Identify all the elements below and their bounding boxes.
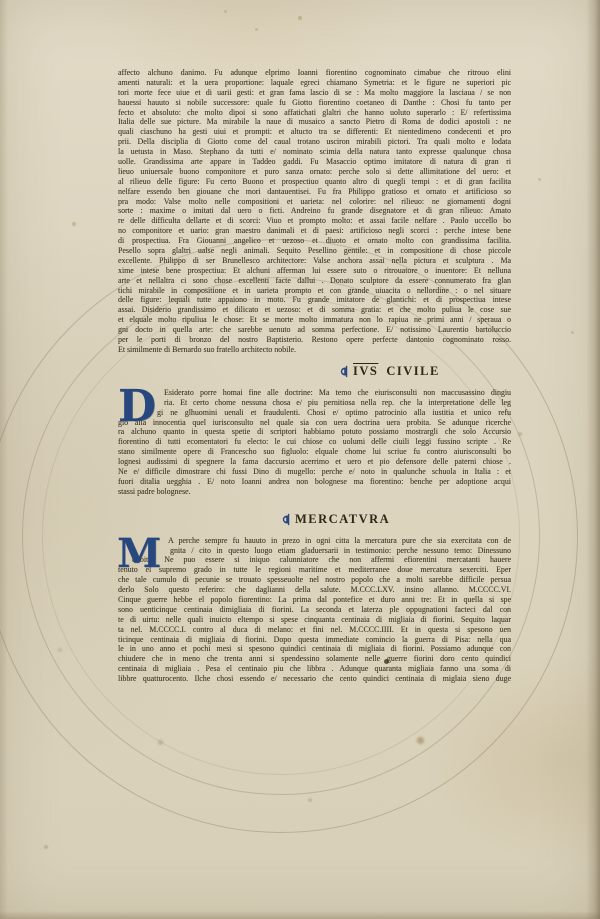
paragraph-ius-civile <box>118 380 511 497</box>
drop-cap-d: D <box>118 380 157 432</box>
text-line: centinaia di migliaia . Pesa el centinaio piu che libbra . Adunque quaranta migliaia fanno una soma di <box>118 664 511 674</box>
text-line: la uetusta in Maso. Stephano da tutti e/ nominato scimia della natura tanto expresse qualunque chosa <box>118 147 511 157</box>
section-header-mercatura <box>118 513 511 527</box>
text-line: amenti naturali: et la uera proportione: laquale egreci chiamano Symetria: et le figure ne superiori pic <box>118 77 511 87</box>
drop-cap-m: M <box>117 529 162 577</box>
text-line: di prospectiua. Fra Giouanni angelico et uezoso et diuoto et ornato molto con grandissima facilita. <box>118 236 511 246</box>
capitulum-icon <box>281 513 290 526</box>
foxing-spot <box>538 178 541 181</box>
text-line: uolle. Grandissima arte appare in Taddeo gaddi. Fu Masaccio optimo imitatore di natura di gran ri <box>118 157 511 167</box>
foxing-spot <box>571 331 574 334</box>
paragraph-lines <box>118 68 511 355</box>
text-line: xime intese bene prospectiua: Et alchuni afferman lui essere suto o ritrouatore o inuentore: Et nelluna <box>118 265 511 275</box>
capitulum-icon <box>339 365 348 378</box>
text-line: Ne e/ difficile dimostrare chi fussi Dino di mugello: perche e/ noto in qualunche schuola in Italia : et <box>118 466 511 476</box>
text-line: le in uno anno et pochi mesi si spesono quindici centinaia di migliaia di fiorini. Possiamo adunque con <box>118 644 511 654</box>
text-line: tenuto el supremo grado in tutte le regioni maritime et mediterranee doue mercatura sexerciti. Eper <box>118 565 511 575</box>
text-line: Pesello sopra glaltri ualse negli animali. Sequito Pesellino gentile: et in compositione di chose piccole <box>118 246 511 256</box>
text-line: sono uenticinque centinaia dimigliaia di fiorini. La seconda et laterza ple oppugnationi facteci dal con <box>118 604 511 614</box>
text-line: gni docto in quella arte: che sarebbe uenuto ad somma perfectione. E/ notissimo Laurentio bartoluccio <box>118 325 511 335</box>
text-line: dubito: Ne puo essere si iniquo calunniatore che non affermi efiorentini mercatanti hauere <box>132 555 511 565</box>
header-word-mercatura: MERCATVRA <box>295 512 391 527</box>
foxing-spot <box>518 432 522 436</box>
header-word-ius: $\overline{IVS}$ <box>353 364 379 379</box>
text-line: re delle difficulta dellarte et di scorci: Viuo et prompto molto: et assai facile nelfare . Paolo uccello bo <box>118 216 511 226</box>
text-line: et elquale molto ripuliua le chose: Et se morte molto immatura non lo rapiua ne primi anni / speraua o <box>118 315 511 325</box>
text-line: sorte : maxime o imitati dal uero o ficti. Andreino fu grande disegnatore et di gran rilieuo: Amato <box>118 206 511 216</box>
page-edge-shadow-bottom <box>0 911 600 919</box>
text-line: no componitore et uario: gran maestro danimali et di paesi: artificioso negli scorci : perche intese bene <box>118 226 511 236</box>
text-line: Cinque guerre hebbe el popolo fiorentino: La prima dal pontefice et duro anni tre: Et in quella si spe <box>118 594 511 604</box>
text-line: ta nel. M.CCCC.I. contro al duca di melano: et fini nel. M.CCCC.IIII. Et in questa si spesono uen <box>118 624 511 634</box>
text-line: chiudere che in meno che trenta anni si spendessino solamente nelle guerre fiorini doro cento quindici <box>118 654 511 664</box>
text-line: lognesi audissimi di spegnere la fama daccursio acerrimo et uero et pio defensore delle paterni chiose . <box>118 457 511 467</box>
foxing-spot <box>417 737 424 744</box>
text-line: ria. Et certo chome nessuna chosa e/ piu pernitiosa nella rep. che la interpretatione delle leg <box>164 397 511 407</box>
text-line: tichi mirabile in compositione et in uarieta prompto et con grande uiuacita o nellordine : o nel situare <box>118 285 511 295</box>
page-edge-shadow-left <box>0 0 8 919</box>
text-line: gnita / cito in questo luogo etiam gladuersarii in testimonio: perche nessuno temo: Dinessuno <box>170 545 511 555</box>
header-word-civile: CIVILE <box>386 364 440 379</box>
text-line: che tale cumulo di pecunie se trouato spesseuolte nel nostro popolo che a molti sarebbe difficile persua <box>118 575 511 585</box>
text-line: ra alchuno quanto in questa spetie di scriptori habbiamo potuto possiamo mostrargli che solo Accursio <box>118 427 511 437</box>
text-line: hauessi hauuto si nobile successore: quale fu Giotto fiorentino coetaneo di Danthe : Chosi fu tanto per <box>118 97 511 107</box>
text-line: per le porti di bronzo del nostro Baptisterio. Restono opere perfecte dantonio cognominato rosso. <box>118 335 511 345</box>
text-line: gi ne glhuomini uenali et fraudulenti. Chosi e/ optimo patrocinio alla iustitia et unico refu <box>157 407 511 417</box>
section-header-ius-civile <box>118 365 511 379</box>
text-line: quali ciaschuno ha gesti uiui et prompti: et altucto tra se differenti: Et nientedimeno condecenti et pro <box>118 127 511 137</box>
text-line: stassi padre bolognese. <box>118 486 191 496</box>
text-line: fiorentino di tutti ecomentatori fu electo: le cui chiose co uolumi delle ciuili leggi fussino scripte . Re <box>118 437 511 447</box>
text-line: libbre quatturocento. Ilche chosi essendo e/ necessario che cento quindici centinaia di miglaia sieno duge <box>118 674 511 684</box>
text-line: lieuo uniuersale buono componitore et puro sanza ornato: perche solo si dette allimitatione del uero: et <box>118 166 511 176</box>
text-line: Italia delle sue picture. Ma mirabile la naue di musaico a sancto Pietro di Roma de dodici apostoli : ne <box>118 117 511 127</box>
text-line: arte et nellaltra ci sono chose excellenti facte dallui . Donato sculptore da essere connumerato fra glan <box>118 275 511 285</box>
foxing-spot <box>298 16 302 20</box>
paragraph-mercatura <box>117 529 511 684</box>
text-line: fuori ditalia uegghia . E/ noto Ioanni andrea non bolognese ma fiorentino: benche per adoptione acqui <box>118 476 511 486</box>
text-line: excellente. Philippo di ser Brunellesco architectore: Valse anchora assai nella pictura et sculptura . Ma <box>118 255 511 265</box>
text-line: al rilieuo delle figure: Fu certo Buono et prospectiuo quanto altro di quegli tempi : et di gran facilita <box>118 176 511 186</box>
paragraph-lines <box>118 388 511 497</box>
text-column <box>118 68 511 684</box>
text-line: delle figure: lequali tutte appaiono in moto. Fu grande imitatore de glantichi: et di prospectiua intese <box>118 295 511 305</box>
text-line: pra modo: Valse molto nelle compositioni et uarieta: nel colorire: nel rilieuo: ne giornamenti dogni <box>118 196 511 206</box>
paragraph-painters <box>118 68 511 355</box>
text-line: affecto alchuno danimo. Fu adunque elprimo Ioanni fiorentino cognominato cimabue che ritrouo elini <box>118 68 511 77</box>
foxing-spot <box>224 10 227 13</box>
text-line: assai. Disiderio grandissimo et dilicato et uezoso: et di somma gratia: et che molto puliua le cose sue <box>118 305 511 315</box>
text-line: prii. Della disciplia di Giotto come del caual trotano usciron mirabili pictori. Tra quali molto e lodata <box>118 137 511 147</box>
foxing-spot <box>58 648 62 652</box>
foxing-spot <box>255 28 258 31</box>
paragraph-lines <box>117 529 511 684</box>
foxing-spot <box>158 740 163 745</box>
text-line: gio alla innocentia quel iurisconsulto nel quale sia con uera doctrina uera probita. Se adunque ricerche <box>118 417 511 427</box>
foxing-spot <box>72 222 76 226</box>
text-line: tori morte fece uiue et di uarii gesti: et gran fama lascio di se : Ma molto maggiore la lasciaua / se non <box>118 87 511 97</box>
text-line: fecto et absoluto: che molto dipoi si sono affatichati glaltri che hanno uoluto superarlo : E/ refertissima <box>118 107 511 117</box>
text-line: ticinque centinaia di migliaia di fiorini. Dopo questa immediate comincio la guerra di Pisa: nella qua <box>118 634 511 644</box>
page-edge-shadow-right <box>586 0 600 919</box>
foxing-spot <box>44 845 48 849</box>
text-line: nelfare essendo ben giouane che mori dantauentisei. Fu fra Philippo gratioso et ornato et artificioso so <box>118 186 511 196</box>
text-line: Esiderato porre homai fine alle doctrine: Ma temo che eiurisconsulti non maccusassino dingiu <box>164 387 511 397</box>
text-line: te di uirtu: nelle quali inuicto eltempo si spese cinquanta centinaia di migliaia di fiorini. Sequito laquar <box>118 614 511 624</box>
text-line: A perche sempre fu hauuto in prezo in ogni citta la mercatura pure che sia exercitata con de <box>168 535 511 545</box>
text-line: Et similmente di Bernardo suo fratello architecto nobile. <box>118 344 296 354</box>
text-line: stano similmente opere di Francescho suo figluolo: elquale chome lui scriue fu contro aiurisconsulti bo <box>118 447 511 457</box>
foxing-spot <box>308 798 312 802</box>
text-line: derlo Solo questo referiro: che daglianni della salute. M.CCC.LXV. insino allanno. M.CCCC.VI. <box>118 585 511 595</box>
